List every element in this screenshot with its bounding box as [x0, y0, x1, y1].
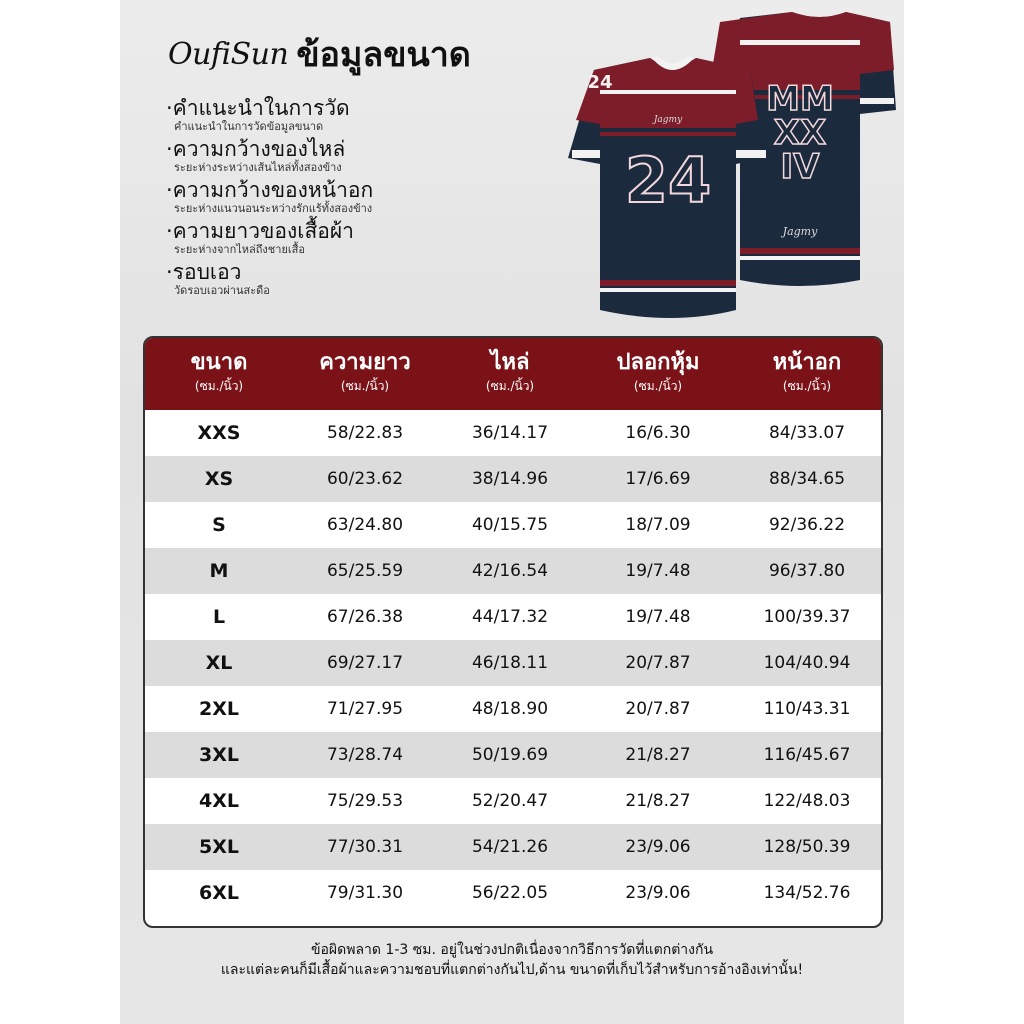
cell-sleeve: 19/7.48: [625, 561, 691, 581]
column-header-unit: (ซม./นิ้ว): [340, 379, 390, 393]
cell-shoulder: 48/18.90: [471, 699, 549, 719]
cell-size: 6XL: [199, 882, 239, 904]
cell-chest: 92/36.22: [768, 515, 846, 535]
cell-chest: 110/43.31: [763, 699, 851, 719]
cell-shoulder: 42/16.54: [471, 561, 549, 581]
guide-heading: ·รอบเอว: [166, 260, 242, 284]
column-header-unit: (ซม./นิ้ว): [782, 379, 832, 393]
guide-item-chest: [166, 178, 586, 215]
disclaimer-note: [120, 940, 904, 980]
cell-length: 77/30.31: [326, 837, 404, 857]
back-script-logo: Jagmy: [782, 225, 818, 238]
cell-length: 65/25.59: [326, 561, 404, 581]
cell-sleeve: 20/7.87: [625, 699, 691, 719]
cell-chest: 100/39.37: [763, 607, 851, 627]
cell-sleeve: 23/9.06: [625, 837, 691, 857]
cell-sleeve: 20/7.87: [625, 653, 691, 673]
sleeve-number: 24: [587, 72, 613, 93]
cell-sleeve: 21/8.27: [625, 745, 691, 765]
column-header-label: ความยาว: [319, 350, 411, 375]
header: [168, 30, 471, 78]
table-row: [145, 456, 881, 502]
table-row: [145, 410, 881, 456]
guide-heading: ·ความยาวของเสื้อผ้า: [166, 219, 354, 243]
cell-length: 73/28.74: [326, 745, 404, 765]
cell-size: XS: [204, 468, 234, 490]
disclaimer-line: ข้อผิดพลาด 1-3 ซม. อยู่ในช่วงปกติเนื่องจากวิธีการวัดที่แตกต่างกัน: [310, 942, 714, 958]
column-header-chest: [733, 338, 881, 410]
front-script-logo: Jagmy: [653, 115, 683, 125]
back-text-line: XX: [773, 113, 827, 153]
column-header-length: [293, 338, 437, 410]
cell-shoulder: 50/19.69: [471, 745, 549, 765]
back-text-line: MM: [766, 79, 834, 119]
cell-sleeve: 19/7.48: [625, 607, 691, 627]
cell-shoulder: 44/17.32: [471, 607, 549, 627]
jersey-illustration: [560, 10, 900, 330]
cell-chest: 104/40.94: [763, 653, 851, 673]
table-row: [145, 686, 881, 732]
guide-item-waist: [166, 260, 586, 297]
disclaimer-line: และแต่ละคนก็มีเสื้อผ้าและความชอบที่แตกต่างกันไป,ด้าน ขนาดที่เก็บไว้สำหรับการอ้างอิงเท่านั้น!: [220, 962, 804, 978]
guide-item-overview: [166, 96, 586, 133]
cell-size: 4XL: [199, 790, 239, 812]
cell-sleeve: 18/7.09: [625, 515, 691, 535]
cell-length: 63/24.80: [326, 515, 404, 535]
guide-description: คำแนะนำในการวัดข้อมูลขนาด: [174, 120, 324, 133]
guide-description: ระยะห่างแนวนอนระหว่างรักแร้ทั้งสองข้าง: [174, 202, 373, 215]
front-jersey-image: [568, 56, 766, 318]
table-row: [145, 732, 881, 778]
guide-item-length: [166, 219, 586, 256]
cell-length: 58/22.83: [326, 423, 404, 443]
guide-item-shoulder: [166, 137, 586, 174]
cell-length: 69/27.17: [326, 653, 404, 673]
cell-sleeve: 23/9.06: [625, 883, 691, 903]
page-title: ข้อมูลขนาด: [296, 35, 471, 75]
guide-heading: ·ความกว้างของหน้าอก: [166, 178, 374, 202]
cell-length: 67/26.38: [326, 607, 404, 627]
cell-size: L: [212, 606, 226, 628]
column-header-sleeve: [583, 338, 733, 410]
cell-size: XXS: [197, 422, 241, 444]
measurement-guide: [166, 96, 586, 301]
guide-heading: ·คำแนะนำในการวัด: [166, 96, 350, 120]
column-header-unit: (ซม./นิ้ว): [485, 379, 535, 393]
cell-shoulder: 56/22.05: [471, 883, 549, 903]
cell-chest: 96/37.80: [768, 561, 846, 581]
table-row: [145, 824, 881, 870]
table-row: [145, 870, 881, 916]
guide-description: ระยะห่างระหว่างเส้นไหล่ทั้งสองข้าง: [174, 161, 342, 174]
table-row: [145, 502, 881, 548]
table-row: [145, 640, 881, 686]
guide-description: วัดรอบเอวผ่านสะดือ: [174, 284, 270, 297]
cell-size: 3XL: [199, 744, 239, 766]
column-header-label: ไหล่: [490, 350, 530, 375]
cell-sleeve: 17/6.69: [625, 469, 691, 489]
column-header-unit: (ซม./นิ้ว): [194, 379, 244, 393]
cell-size: 5XL: [199, 836, 239, 858]
cell-length: 79/31.30: [326, 883, 404, 903]
column-header-label: ขนาด: [190, 350, 248, 375]
cell-sleeve: 16/6.30: [625, 423, 691, 443]
cell-chest: 128/50.39: [763, 837, 851, 857]
table-row: [145, 548, 881, 594]
cell-size: 2XL: [199, 698, 239, 720]
size-chart-table: [143, 336, 883, 928]
brand-logo: OufiSun: [168, 36, 289, 72]
guide-heading: ·ความกว้างของไหล่: [166, 137, 346, 161]
cell-size: XL: [205, 652, 233, 674]
table-row: [145, 594, 881, 640]
column-header-size: [145, 338, 293, 410]
cell-length: 71/27.95: [326, 699, 404, 719]
table-row: [145, 778, 881, 824]
cell-shoulder: 46/18.11: [471, 653, 549, 673]
cell-chest: 122/48.03: [763, 791, 851, 811]
guide-description: ระยะห่างจากไหล่ถึงชายเสื้อ: [174, 243, 305, 256]
cell-shoulder: 54/21.26: [471, 837, 549, 857]
cell-shoulder: 40/15.75: [471, 515, 549, 535]
cell-shoulder: 38/14.96: [471, 469, 549, 489]
front-number: 24: [624, 144, 712, 217]
cell-size: S: [212, 514, 226, 536]
back-text-line: IV: [780, 147, 820, 187]
column-header-label: ปลอกหุ้ม: [616, 350, 700, 375]
cell-size: M: [209, 560, 229, 582]
table-header: [145, 338, 881, 410]
cell-chest: 88/34.65: [768, 469, 846, 489]
column-header-unit: (ซม./นิ้ว): [633, 379, 683, 393]
column-header-label: หน้าอก: [772, 350, 842, 375]
cell-chest: 134/52.76: [763, 883, 851, 903]
cell-chest: 84/33.07: [768, 423, 846, 443]
column-header-shoulder: [437, 338, 583, 410]
cell-length: 75/29.53: [326, 791, 404, 811]
cell-sleeve: 21/8.27: [625, 791, 691, 811]
cell-length: 60/23.62: [326, 469, 404, 489]
cell-shoulder: 36/14.17: [471, 423, 549, 443]
cell-chest: 116/45.67: [763, 745, 851, 765]
cell-shoulder: 52/20.47: [471, 791, 549, 811]
